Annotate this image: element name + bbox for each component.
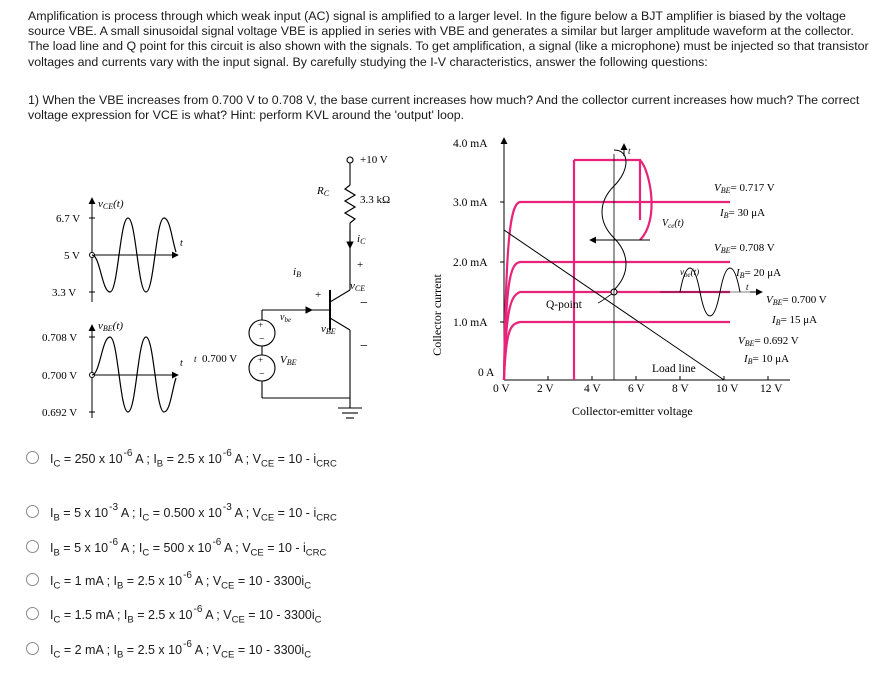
- iv-t-label-right: t: [746, 282, 749, 292]
- option-5-part-3: B: [127, 614, 134, 626]
- option-3-label: [50, 537, 327, 562]
- iv-curve-10ua: [504, 322, 730, 380]
- option-5-part-9: C: [314, 614, 322, 626]
- option-5-part-6: A ; V: [202, 608, 232, 622]
- option-6-part-5: -6: [183, 639, 192, 650]
- option-4-part-0: I: [50, 574, 54, 588]
- ib-label: iB: [293, 266, 301, 279]
- vbe-minus: −: [360, 339, 368, 354]
- option-3-part-0: I: [50, 541, 54, 555]
- curve-label-0692-vbe: VBE= 0.692 V: [738, 335, 799, 348]
- vce-tick-3.3: 3.3 V: [52, 287, 77, 299]
- option-6-part-7: CE: [221, 649, 235, 661]
- iv-xtick-12: 12 V: [760, 383, 783, 395]
- option-4-part-1: C: [53, 580, 61, 592]
- option-3-part-12: R: [312, 547, 320, 559]
- vce-t-swing-box: [574, 160, 652, 380]
- option-2-part-11: C: [316, 512, 324, 524]
- option-5-part-5: -6: [193, 604, 203, 615]
- option-6-part-3: B: [116, 649, 124, 661]
- iv-curve-15ua: [504, 292, 730, 380]
- option-3-part-2: = 5 x 10: [59, 541, 109, 555]
- option-1-part-2: = 250 x 10: [60, 452, 123, 466]
- ac-source-label: $v_{be}$: [280, 312, 292, 324]
- option-2-label: [50, 502, 337, 527]
- option-2-part-10: = 10 - i: [274, 506, 317, 520]
- option-4-part-3: B: [116, 580, 124, 592]
- option-1-part-7: -6: [222, 448, 232, 459]
- option-6-part-2: = 2 mA ; I: [60, 643, 117, 657]
- option-1-part-11: C: [316, 458, 324, 470]
- dc-source-t: t: [194, 354, 197, 364]
- dc-source-label: VBE: [280, 354, 297, 367]
- iv-ytick-1: 1.0 mA: [453, 317, 488, 329]
- vce-label: vCE: [350, 280, 366, 293]
- option-3-part-5: C: [142, 547, 150, 559]
- vbe-waveform-plot: [42, 320, 183, 419]
- vbe-plot-label: vBE(t): [98, 320, 124, 333]
- option-3-part-3: -6: [109, 537, 119, 548]
- dc-source-plus: +: [258, 355, 264, 365]
- option-2-part-2: = 5 x 10: [59, 506, 109, 520]
- option-1-part-9: CE: [260, 458, 275, 470]
- option-6-part-9: C: [304, 649, 312, 661]
- option-6-part-4: = 2.5 x 10: [123, 643, 183, 657]
- rc-label: RC: [317, 185, 330, 198]
- ic-label: iC: [357, 233, 366, 246]
- option-2-radio[interactable]: [26, 505, 39, 518]
- option-5-part-7: CE: [231, 614, 245, 626]
- option-1-part-10: = 10 - i: [274, 452, 317, 466]
- vbe-plot-t-axis: t: [180, 358, 183, 369]
- option-2-part-1: B: [53, 512, 60, 524]
- option-1-part-1: C: [53, 458, 61, 470]
- curve-label-0717-vbe: VBE= 0.717 V: [714, 182, 775, 195]
- option-2-part-4: A ; I: [118, 506, 143, 520]
- iv-characteristics-chart: [430, 138, 827, 418]
- option-2-part-7: -3: [222, 502, 232, 513]
- dc-source-value: 0.700 V: [202, 353, 238, 365]
- option-4-radio[interactable]: [26, 573, 39, 586]
- iv-ytick-0: 0 A: [478, 367, 495, 379]
- option-2-part-9: CE: [260, 512, 275, 524]
- vbe-label: vBE: [321, 323, 336, 336]
- option-2-part-5: C: [142, 512, 150, 524]
- option-5-label: [50, 604, 322, 629]
- iv-xtick-0: 0 V: [493, 383, 510, 395]
- option-1-part-3: -6: [123, 448, 133, 459]
- option-4-part-6: A ; V: [191, 574, 222, 588]
- option-3-part-6: = 500 x 10: [149, 541, 212, 555]
- option-5-part-4: = 2.5 x 10: [133, 608, 193, 622]
- option-3-part-4: A ; I: [118, 541, 143, 555]
- option-3-part-8: A ; V: [221, 541, 251, 555]
- iv-vbe-t-label: $v_{be}(t)$: [680, 267, 700, 279]
- option-6-radio[interactable]: [26, 642, 39, 655]
- option-3-part-9: CE: [250, 547, 264, 559]
- option-1-label: [50, 448, 337, 473]
- iv-xtick-8: 8 V: [672, 383, 689, 395]
- vce-plot-label: vCE(t): [98, 198, 124, 211]
- iv-ytick-4: 4.0 mA: [453, 138, 488, 150]
- option-1-part-6: = 2.5 x 10: [163, 452, 222, 466]
- option-3-part-1: B: [53, 547, 60, 559]
- option-4-part-2: = 1 mA ; I: [60, 574, 117, 588]
- dc-source-minus: −: [259, 369, 265, 380]
- option-5-radio[interactable]: [26, 607, 39, 620]
- curve-label-0700-vbe: VBE= 0.700 V: [766, 294, 827, 307]
- option-1-part-4: A ; I: [132, 452, 157, 466]
- option-3-part-7: -6: [212, 537, 222, 548]
- base-plus: +: [315, 289, 322, 301]
- bjt-circuit: [249, 157, 362, 418]
- question-text: 1) When the VBE increases from 0.700 V to 0.708 V, the base current increases how much? And the collector current increases how much? The correct voltage expression for VCE is what? Hint: perform KVL around the 'output' loop.: [28, 93, 860, 123]
- load-line-label: Load line: [652, 363, 696, 375]
- option-4-part-5: -6: [183, 570, 192, 581]
- option-1-part-8: A ; V: [231, 452, 261, 466]
- option-1-part-5: B: [156, 458, 164, 470]
- supply-voltage-label: +10 V: [360, 154, 388, 166]
- iv-xtick-6: 6 V: [628, 383, 645, 395]
- option-3-part-11: C: [305, 547, 313, 559]
- iv-t-label-top: t: [628, 146, 631, 156]
- option-6-part-8: = 10 - 3300i: [234, 643, 305, 657]
- iv-xlabel: Collector-emitter voltage: [572, 404, 693, 418]
- option-6-part-1: C: [53, 649, 61, 661]
- option-4-part-4: = 2.5 x 10: [123, 574, 183, 588]
- ac-source-plus: +: [258, 320, 264, 330]
- option-5-part-8: = 10 - 3300i: [244, 608, 315, 622]
- vbe-tick-0.708: 0.708 V: [42, 332, 78, 344]
- option-4-part-7: CE: [221, 580, 235, 592]
- option-1-radio[interactable]: [26, 451, 39, 464]
- curve-label-15ua: IB= 15 μA: [772, 314, 818, 327]
- option-2-part-3: -3: [109, 502, 119, 513]
- q-point-label: Q-point: [546, 299, 582, 311]
- curve-label-0708-vbe: VBE= 0.708 V: [714, 242, 775, 255]
- option-1-part-0: I: [50, 452, 54, 466]
- option-3-part-10: = 10 - i: [263, 541, 306, 555]
- iv-ytick-2: 2.0 mA: [453, 257, 488, 269]
- vce-minus: −: [360, 296, 368, 311]
- vbe-tick-0.692: 0.692 V: [42, 407, 78, 419]
- vce-plus: +: [357, 259, 364, 271]
- curve-label-30ua: IB= 30 μA: [720, 207, 766, 220]
- collector-resistor: [345, 185, 355, 223]
- option-6-part-0: I: [50, 643, 54, 657]
- curve-label-10ua: IB= 10 μA: [744, 353, 790, 366]
- iv-ylabel: Collector current: [430, 274, 444, 356]
- intro-paragraph: Amplification is process through which weak input (AC) signal is amplified to a larger level. In the figure below a BJT amplifier is biased by the voltage source VBE. A small sinusoidal signal voltage VBE is applied in series with VBE and generates a similar but larger amplitude waveform at the collector. The load line and Q point for this circuit is also shown with the signals. To get amplification, a signal (like a microphone) must be injected so that transistor voltages and currents vary with the input signal. By carefully studying the I-V characteristics, answer the following questions:: [28, 9, 869, 69]
- iv-ytick-3: 3.0 mA: [453, 197, 488, 209]
- iv-xtick-2: 2 V: [537, 383, 554, 395]
- iv-vce-t-label: $V_{ce}(t)$: [662, 218, 684, 230]
- vce-tick-5: 5 V: [64, 250, 80, 262]
- option-5-part-2: = 1.5 mA ; I: [60, 608, 128, 622]
- option-2-part-13: C: [329, 512, 337, 524]
- option-3-radio[interactable]: [26, 540, 39, 553]
- option-2-part-8: A ; V: [231, 506, 261, 520]
- option-5-part-1: C: [53, 614, 61, 626]
- option-5-part-0: I: [50, 608, 54, 622]
- vbe-tick-0.700: 0.700 V: [42, 370, 78, 382]
- ac-source-minus: −: [259, 334, 265, 345]
- vce-plot-t-axis: t: [180, 238, 183, 249]
- vce-tick-6.7: 6.7 V: [56, 213, 81, 225]
- rc-value: 3.3 kΩ: [360, 194, 391, 206]
- option-4-part-8: = 10 - 3300i: [234, 574, 305, 588]
- option-2-part-6: = 0.500 x 10: [149, 506, 222, 520]
- option-1-part-12: R: [323, 458, 330, 470]
- option-3-part-13: C: [319, 547, 327, 559]
- amplifier-figure: [30, 130, 850, 430]
- curve-label-20ua: IB= 20 μA: [736, 267, 782, 280]
- option-4-label: [50, 570, 312, 595]
- option-1-part-13: C: [329, 458, 337, 470]
- option-4-part-9: C: [304, 580, 312, 592]
- iv-xtick-4: 4 V: [584, 383, 601, 395]
- option-2-part-12: R: [323, 512, 330, 524]
- iv-xtick-10: 10 V: [716, 383, 739, 395]
- vce-waveform-plot: [52, 198, 183, 302]
- option-6-part-6: A ; V: [191, 643, 222, 657]
- option-2-part-0: I: [50, 506, 54, 520]
- option-6-label: [50, 639, 312, 664]
